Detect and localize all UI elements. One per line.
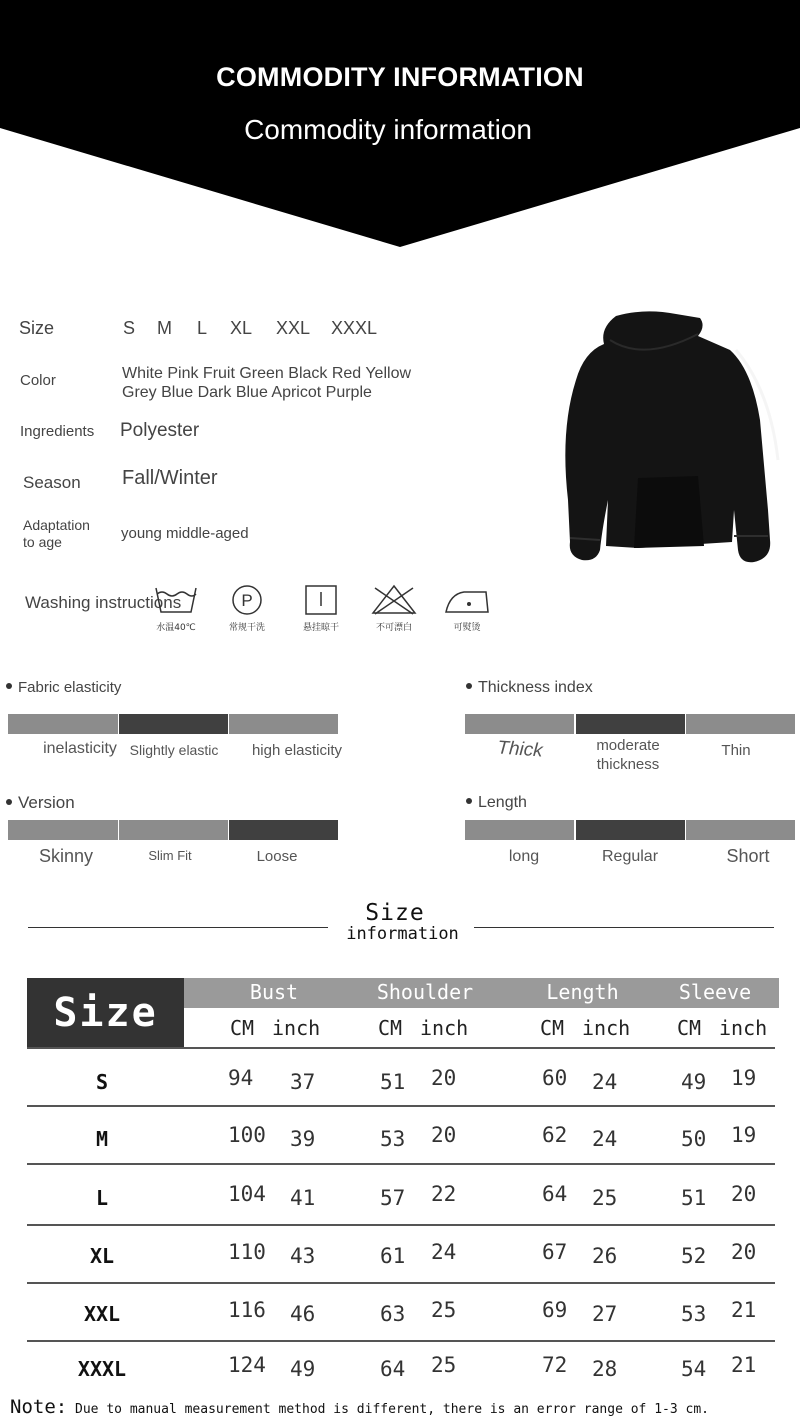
- note-text: Due to manual measurement method is different, there is an error range of 1-3 cm.: [67, 1402, 709, 1417]
- wash-caption: 可熨烫: [453, 623, 481, 633]
- table-cell: 28: [592, 1357, 618, 1381]
- bullet-icon: [6, 683, 12, 689]
- table-cell: 64: [542, 1182, 568, 1206]
- table-cell: 110: [228, 1240, 266, 1264]
- thickness-segment-moderate: [576, 714, 685, 734]
- table-cell: 43: [290, 1244, 316, 1268]
- thickness-title: [466, 679, 593, 697]
- size-option: XL: [230, 318, 253, 338]
- length-option-label: Short: [726, 846, 770, 866]
- table-row-size: XXXL: [77, 1357, 127, 1381]
- version-option-label: Loose: [256, 848, 298, 865]
- table-cell: 20: [731, 1240, 757, 1264]
- unit-inch: inch: [582, 1016, 631, 1040]
- table-row-divider: [27, 1163, 775, 1165]
- wash-caption: 常规干洗: [228, 623, 265, 633]
- ingredients-value: Polyester: [120, 420, 200, 441]
- column-header-length: Length: [546, 980, 619, 1004]
- heading-rule-left: [28, 927, 328, 928]
- size-info-heading-sub: information: [346, 924, 459, 944]
- version-option-label: Slim Fit: [148, 848, 192, 863]
- unit-cm: CM: [378, 1016, 403, 1040]
- table-row-divider: [27, 1282, 775, 1284]
- version-segment-loose: [229, 820, 338, 840]
- bullet-icon: [6, 799, 12, 805]
- hang-dry-icon: [304, 584, 338, 616]
- table-cell: 19: [731, 1123, 757, 1147]
- wash-caption: 悬挂晾干: [302, 623, 339, 633]
- hoodie-image: [548, 310, 788, 575]
- length-title: [466, 794, 527, 812]
- color-value-line1: White Pink Fruit Green Black Red Yellow: [122, 365, 412, 382]
- table-cell: 50: [681, 1127, 707, 1151]
- table-cell: 37: [290, 1070, 316, 1094]
- heading-rule-right: [474, 927, 774, 928]
- table-cell: 62: [542, 1123, 568, 1147]
- table-cell: 27: [592, 1302, 618, 1326]
- elasticity-segment-slightly-elastic: [119, 714, 228, 734]
- thickness-option-label: Thick: [496, 737, 544, 762]
- table-cell: 51: [681, 1186, 707, 1210]
- table-cell: 46: [290, 1302, 316, 1326]
- measurement-note: [10, 1396, 800, 1418]
- length-option-label: Regular: [601, 848, 659, 865]
- no-bleach-icon: [371, 584, 417, 616]
- size-label: Size: [19, 318, 55, 338]
- table-cell: 25: [431, 1298, 457, 1322]
- table-row-size: M: [95, 1127, 109, 1151]
- version-option-label: Skinny: [38, 846, 94, 866]
- unit-inch: inch: [719, 1016, 768, 1040]
- size-option: XXXL: [331, 318, 378, 338]
- elasticity-title: [6, 679, 121, 696]
- table-cell: 20: [431, 1123, 457, 1147]
- elasticity-option-label: Slightly elastic: [129, 742, 219, 758]
- column-header-sleeve: Sleeve: [678, 980, 752, 1004]
- table-row-divider: [27, 1105, 775, 1107]
- version-title: [6, 793, 75, 813]
- column-header-shoulder: Shoulder: [376, 980, 474, 1004]
- version-segment-slim-fit: [119, 820, 228, 840]
- table-cell: 53: [681, 1302, 707, 1326]
- table-cell: 19: [731, 1066, 757, 1090]
- unit-inch: inch: [272, 1016, 321, 1040]
- table-cell: 24: [592, 1127, 618, 1151]
- table-row-size: XXL: [83, 1302, 121, 1326]
- table-cell: 53: [380, 1127, 406, 1151]
- thickness-segment-thin: [686, 714, 795, 734]
- thickness-option-label: Thin: [721, 742, 751, 759]
- wash-tub-icon: [153, 584, 199, 616]
- table-cell: 104: [228, 1182, 266, 1206]
- wash-item: [359, 584, 429, 633]
- table-cell: 25: [431, 1353, 457, 1377]
- table-cell: 67: [542, 1240, 568, 1264]
- table-cell: 49: [290, 1357, 316, 1381]
- table-cell: 64: [380, 1357, 406, 1381]
- age-label-line1: Adaptation: [23, 517, 90, 533]
- wash-item: [286, 584, 356, 633]
- svg-text:P: P: [241, 591, 253, 610]
- age-label-line2: to age: [23, 534, 62, 550]
- thickness-segment-thick: [465, 714, 574, 734]
- table-cell: 60: [542, 1066, 568, 1090]
- wash-item: [432, 584, 502, 633]
- color-label: Color: [20, 372, 56, 389]
- table-cell: 21: [731, 1353, 757, 1377]
- table-row-size: S: [95, 1070, 109, 1094]
- size-info-heading: Size: [365, 900, 425, 926]
- bullet-icon: [466, 683, 472, 689]
- table-cell: 26: [592, 1244, 618, 1268]
- table-cell: 39: [290, 1127, 316, 1151]
- size-option: XXL: [276, 318, 311, 338]
- size-option: L: [197, 318, 208, 338]
- table-row-size: XL: [89, 1244, 115, 1268]
- table-cell: 116: [228, 1298, 266, 1322]
- size-table-label: Size: [27, 978, 184, 1048]
- table-cell: 63: [380, 1302, 406, 1326]
- table-row-divider: [27, 1340, 775, 1342]
- length-option-label: long: [508, 848, 540, 865]
- length-segment-short: [686, 820, 795, 840]
- elasticity-segment-high: [229, 714, 338, 734]
- table-cell: 49: [681, 1070, 707, 1094]
- table-cell: 54: [681, 1357, 707, 1381]
- table-cell: 100: [228, 1123, 266, 1147]
- length-title-text: Length: [478, 794, 527, 811]
- table-cell: 41: [290, 1186, 316, 1210]
- page-subtitle: Commodity information: [244, 114, 532, 145]
- table-cell: 57: [380, 1186, 406, 1210]
- column-header-bust: Bust: [249, 980, 299, 1004]
- table-row-divider: [27, 1224, 775, 1226]
- thickness-title-text: Thickness index: [478, 679, 593, 696]
- unit-cm: CM: [540, 1016, 565, 1040]
- length-segment-long: [465, 820, 574, 840]
- table-cell: 22: [431, 1182, 457, 1206]
- elasticity-title-text: Fabric elasticity: [18, 679, 122, 696]
- table-cell: 52: [681, 1244, 707, 1268]
- size-option: M: [157, 318, 172, 338]
- note-label: Note:: [10, 1396, 68, 1418]
- size-option: S: [123, 318, 136, 338]
- elasticity-segment-inelasticity: [8, 714, 118, 734]
- version-segment-skinny: [8, 820, 118, 840]
- wash-caption: 不可漂白: [375, 623, 412, 633]
- table-cell: 21: [731, 1298, 757, 1322]
- table-cell: 51: [380, 1070, 406, 1094]
- unit-cm: CM: [677, 1016, 702, 1040]
- unit-cm: CM: [230, 1016, 255, 1040]
- table-cell: 72: [542, 1353, 568, 1377]
- table-cell: 20: [731, 1182, 757, 1206]
- table-cell: 124: [228, 1353, 266, 1377]
- wash-caption: 水温40℃: [156, 623, 196, 633]
- season-label: Season: [23, 473, 81, 492]
- thickness-option-label: moderate thickness: [596, 737, 660, 773]
- elasticity-option-label: inelasticity: [43, 740, 117, 757]
- table-cell: 69: [542, 1298, 568, 1322]
- age-value: young middle-aged: [121, 525, 249, 542]
- season-value: Fall/Winter: [122, 467, 218, 489]
- table-cell: 61: [380, 1244, 406, 1268]
- table-cell: 25: [592, 1186, 618, 1210]
- bullet-icon: [466, 798, 472, 804]
- elasticity-option-label: high elasticity: [251, 742, 343, 759]
- wash-item: [212, 584, 282, 633]
- dry-clean-p-icon: [230, 584, 264, 616]
- table-cell: 24: [431, 1240, 457, 1264]
- table-cell: 94: [228, 1066, 254, 1090]
- ingredients-label: Ingredients: [20, 423, 95, 440]
- wash-item: [141, 584, 211, 633]
- color-value-line2: Grey Blue Dark Blue Apricot Purple: [122, 384, 372, 401]
- table-row-size: L: [95, 1186, 109, 1210]
- unit-inch: inch: [420, 1016, 469, 1040]
- page-title: COMMODITY INFORMATION: [216, 62, 584, 92]
- table-cell: 20: [431, 1066, 457, 1090]
- table-row-divider: [27, 1047, 775, 1049]
- table-cell: 24: [592, 1070, 618, 1094]
- washing-label: Washing instructions: [25, 593, 182, 612]
- length-segment-regular: [576, 820, 685, 840]
- version-title-text: Version: [18, 793, 75, 812]
- iron-icon: [442, 584, 492, 616]
